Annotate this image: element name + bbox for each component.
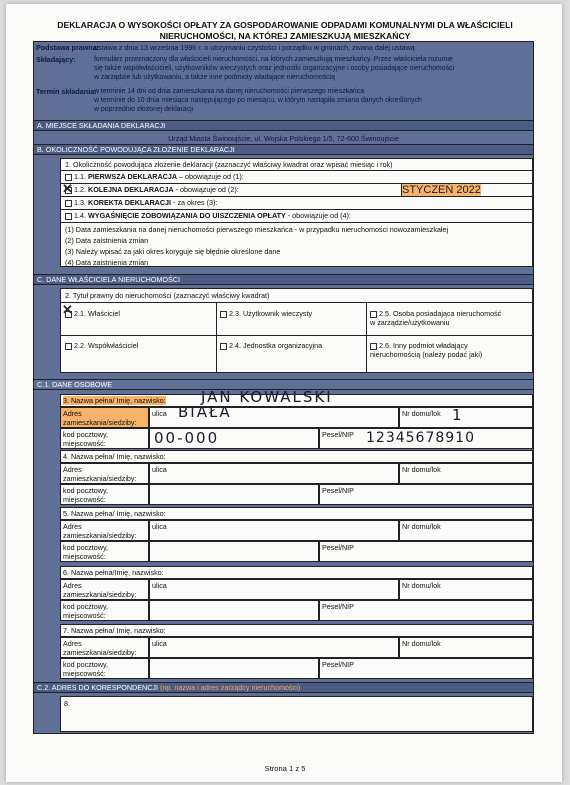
pesel-field[interactable] <box>319 484 533 505</box>
name-field[interactable] <box>60 566 533 579</box>
house-number-label: Nr domu/lok <box>402 581 441 590</box>
section-c-header: C. DANE WŁAŚCICIELA NIERUCHOMOŚCI <box>34 274 533 285</box>
pesel-field[interactable] <box>319 600 533 621</box>
note-3: (3) Należy wpisać za jaki okres koryguje się błędnie określone dane <box>65 247 281 256</box>
postal-label-line2: miejscowość: <box>63 495 106 504</box>
postal-code-field[interactable] <box>149 484 319 505</box>
street-label: ulica <box>152 522 167 531</box>
kolejna-deklaracja-date[interactable]: STYCZEŃ 2022 <box>402 184 481 196</box>
section-c2-header: C.2. ADRES DO KORESPONDENCJI (np. nazwa i adres zarządcy nieruchomości) <box>34 682 533 693</box>
circumstance-question: 1. Okoliczność powodująca złożenie deklaracji (zaznaczyć właściwy kwadrat oraz wpisać miesiąc i rok) <box>65 160 393 169</box>
street-field[interactable] <box>149 463 399 484</box>
name-label: 6. Nazwa pełna/Imię, nazwisko: <box>63 568 164 577</box>
street-label: ulica <box>152 465 167 474</box>
legal-title-question: 2. Tytuł prawny do nieruchomości (zaznaczyć właściwy kwadrat) <box>65 291 270 300</box>
postal-label-line1: kod pocztowy, <box>63 602 109 611</box>
option-1-3[interactable]: 1.3. KOREKTA DEKLARACJI - za okres (3): <box>65 198 217 207</box>
street-field[interactable] <box>149 520 399 541</box>
postal-label-cell <box>60 428 149 449</box>
postal-label-line1: kod pocztowy, <box>63 660 109 669</box>
postal-code-field[interactable] <box>149 428 319 449</box>
address-label-line2: zamieszkania/siedziby: <box>63 648 137 657</box>
pesel-label: Pesel/NIP <box>322 602 354 611</box>
section-b-box <box>60 158 533 267</box>
declaration-form <box>33 41 534 734</box>
pesel-label: Pesel/NIP <box>322 543 354 552</box>
termin-line: w terminie do 10 dnia miesiąca następującego po miesiącu, w którym nastąpiła zmiana danych określonych <box>94 97 422 104</box>
field-8-label: 8. <box>64 699 70 708</box>
postal-label-line1: kod pocztowy, <box>63 543 109 552</box>
postal-label-line1: kod pocztowy, <box>63 486 109 495</box>
street-field[interactable] <box>149 579 399 600</box>
postal-label-cell <box>60 541 149 562</box>
address-label-line2: zamieszkania/siedziby: <box>63 531 137 540</box>
name-field[interactable] <box>60 507 533 520</box>
postal-label-line2: miejscowość: <box>63 552 106 561</box>
house-number-field[interactable] <box>399 637 533 658</box>
address-label-line1: Adres <box>63 409 82 418</box>
option-1-1[interactable]: 1.1. PIERWSZA DEKLARACJA – obowiązuje od (1): <box>65 172 244 181</box>
postal-code-field[interactable] <box>149 600 319 621</box>
option-2-4[interactable]: 2.4. Jednostka organizacyjna <box>220 341 322 350</box>
termin-line: w terminie 14 dni od dnia zamieszkania na danej nieruchomości pierwszego mieszkańca <box>94 88 365 95</box>
pesel-value: 12345678910 <box>366 430 475 446</box>
pesel-label: Pesel/NIP <box>322 486 354 495</box>
pesel-field[interactable] <box>319 541 533 562</box>
section-a-office: Urząd Miasta Świnoujście, ul. Wojska Polskiego 1/5, 72-600 Świnoujście <box>168 134 399 143</box>
option-1-2[interactable]: 1.2. KOLEJNA DEKLARACJA - obowiązuje od (2): <box>65 185 239 194</box>
postal-code-value: 00-000 <box>154 429 220 447</box>
note-1: (1) Data zamieszkania na danej nieruchomości pierwszego mieszkańca - w przypadku nieruchomości nowozamieszkałej <box>65 225 449 234</box>
street-field[interactable] <box>149 637 399 658</box>
skladajacy-line: się także współwłaścicieli, użytkowników wieczystych oraz jednostki organizacyjne i osoby posiadające nieruchomości <box>94 65 455 72</box>
option-2-5[interactable]: 2.5. Osoba posiadająca nieruchomość <box>370 309 501 318</box>
postal-label-cell <box>60 484 149 505</box>
option-2-5-line2: w zarządzie/użytkowaniu <box>370 318 450 327</box>
podstawa-text: ustawa z dnia 13 września 1996 r. o utrzymaniu czystości i porządku w gminach, zwana dalej ustawą <box>94 43 415 52</box>
postal-code-field[interactable] <box>149 658 319 679</box>
name-field[interactable] <box>60 624 533 637</box>
address-label-line1: Adres <box>63 581 82 590</box>
name-label: 3. Nazwa pełna/ Imię, nazwisko: <box>63 396 166 405</box>
street-label: ulica <box>152 581 167 590</box>
section-b-header: B. OKOLICZNOŚĆ POWODUJĄCA ZŁOŻENIE DEKLARACJI <box>34 144 533 155</box>
pesel-label: Pesel/NIP <box>322 660 354 669</box>
option-2-6[interactable]: 2.6. Inny podmiot władający <box>370 341 468 350</box>
title-line-1: DEKLARACJA O WYSOKOŚCI OPŁATY ZA GOSPODAROWANIE ODPADAMI KOMUNALNYMI DLA WŁAŚCICIELI <box>57 20 513 30</box>
postal-label-line2: miejscowość: <box>63 439 106 448</box>
address-label-cell <box>60 463 149 484</box>
document-title <box>20 20 550 42</box>
name-label: 7. Nazwa pełna/ Imię, nazwisko: <box>63 626 166 635</box>
person-block <box>60 507 533 563</box>
person-block <box>60 450 533 506</box>
postal-label-line2: miejscowość: <box>63 669 106 678</box>
address-label-cell <box>60 637 149 658</box>
postal-code-field[interactable] <box>149 541 319 562</box>
option-1-4[interactable]: 1.4. WYGAŚNIĘCIE ZOBOWIĄZANIA DO UISZCZENIA OPŁATY - obowiązuje od (4): <box>65 211 351 220</box>
street-value: BIAŁA <box>178 403 232 421</box>
street-field[interactable] <box>149 403 399 428</box>
podstawa-label: Podstawa prawna: <box>36 43 100 52</box>
note-2: (2) Data zaistnienia zmian <box>65 236 149 245</box>
name-label: 4. Nazwa pełna/ Imię, nazwisko: <box>63 452 166 461</box>
section-a-header: A. MIEJSCE SKŁADANIA DEKLARACJI <box>34 120 533 131</box>
intro-block <box>34 42 533 120</box>
street-label: ulica <box>152 639 167 648</box>
pesel-field[interactable] <box>319 428 533 449</box>
street-label: ulica <box>152 409 167 418</box>
house-number-label: Nr domu/lok <box>402 465 441 474</box>
skladajacy-line: w zarządzie lub użytkowaniu, a także inne podmioty władające nieruchomością <box>94 74 335 81</box>
postal-label-cell <box>60 600 149 621</box>
address-label-line1: Adres <box>63 639 82 648</box>
page-number: Strona 1 z 5 <box>264 764 306 773</box>
option-2-6-line2: nieruchomością (należy podać jaki) <box>370 350 483 359</box>
address-label-cell <box>60 407 149 428</box>
option-2-1-check-mark: ✕ <box>62 302 73 317</box>
house-number-label: Nr domu/lok <box>402 522 441 531</box>
address-label-line2: zamieszkania/siedziby: <box>63 474 137 483</box>
name-field[interactable] <box>60 450 533 463</box>
note-4: (4) Data zaistnienia zmian <box>65 258 149 267</box>
address-label-cell <box>60 520 149 541</box>
person-block <box>60 566 533 622</box>
postal-label-line2: miejscowość: <box>63 611 106 620</box>
address-label-line1: Adres <box>63 465 82 474</box>
address-label-cell <box>60 579 149 600</box>
house-number-field[interactable] <box>399 520 533 541</box>
person-block <box>60 388 533 450</box>
section-c1-header: C.1. DANE OSOBOWE <box>34 379 533 390</box>
house-number-field[interactable] <box>399 463 533 484</box>
section-c-box <box>60 288 533 373</box>
skladajacy-line: formularz przeznaczony dla właścicieli nieruchomości, na których zamieszkują mieszkańcy. Przez właściciela rozumie <box>94 56 453 63</box>
house-number-label: Nr domu/lok <box>402 639 441 648</box>
name-value: JAN KOWALSKI <box>201 388 333 406</box>
option-2-3[interactable]: 2.3. Użytkownik wieczysty <box>220 309 312 318</box>
option-2-1[interactable]: 2.1. Właściciel <box>65 309 120 318</box>
termin-label: Termin składania: <box>36 87 97 96</box>
house-number-label: Nr domu/lok <box>402 409 441 418</box>
title-line-2: NIERUCHOMOŚCI, NA KTÓREJ ZAMIESZKUJĄ MIESZKAŃCY <box>159 31 411 41</box>
termin-line: w poprzednio złożonej deklaracji <box>94 106 194 113</box>
address-label-line2: zamieszkania/siedziby: <box>63 418 137 427</box>
house-number-field[interactable] <box>399 579 533 600</box>
skladajacy-label: Składający: <box>36 55 76 64</box>
option-1-2-check-mark: ✕ <box>62 181 73 196</box>
postal-label-cell <box>60 658 149 679</box>
house-number-field[interactable] <box>399 407 533 428</box>
option-2-2[interactable]: 2.2. Współwłaściciel <box>65 341 138 350</box>
pesel-field[interactable] <box>319 658 533 679</box>
house-number-value: 1 <box>452 406 464 424</box>
name-label: 5. Nazwa pełna/ Imię, nazwisko: <box>63 509 166 518</box>
correspondence-address-field[interactable] <box>60 696 533 732</box>
person-block <box>60 624 533 680</box>
pesel-label: Pesel/NIP <box>322 430 354 439</box>
address-label-line1: Adres <box>63 522 82 531</box>
address-label-line2: zamieszkania/siedziby: <box>63 590 137 599</box>
postal-label-line1: kod pocztowy, <box>63 430 109 439</box>
